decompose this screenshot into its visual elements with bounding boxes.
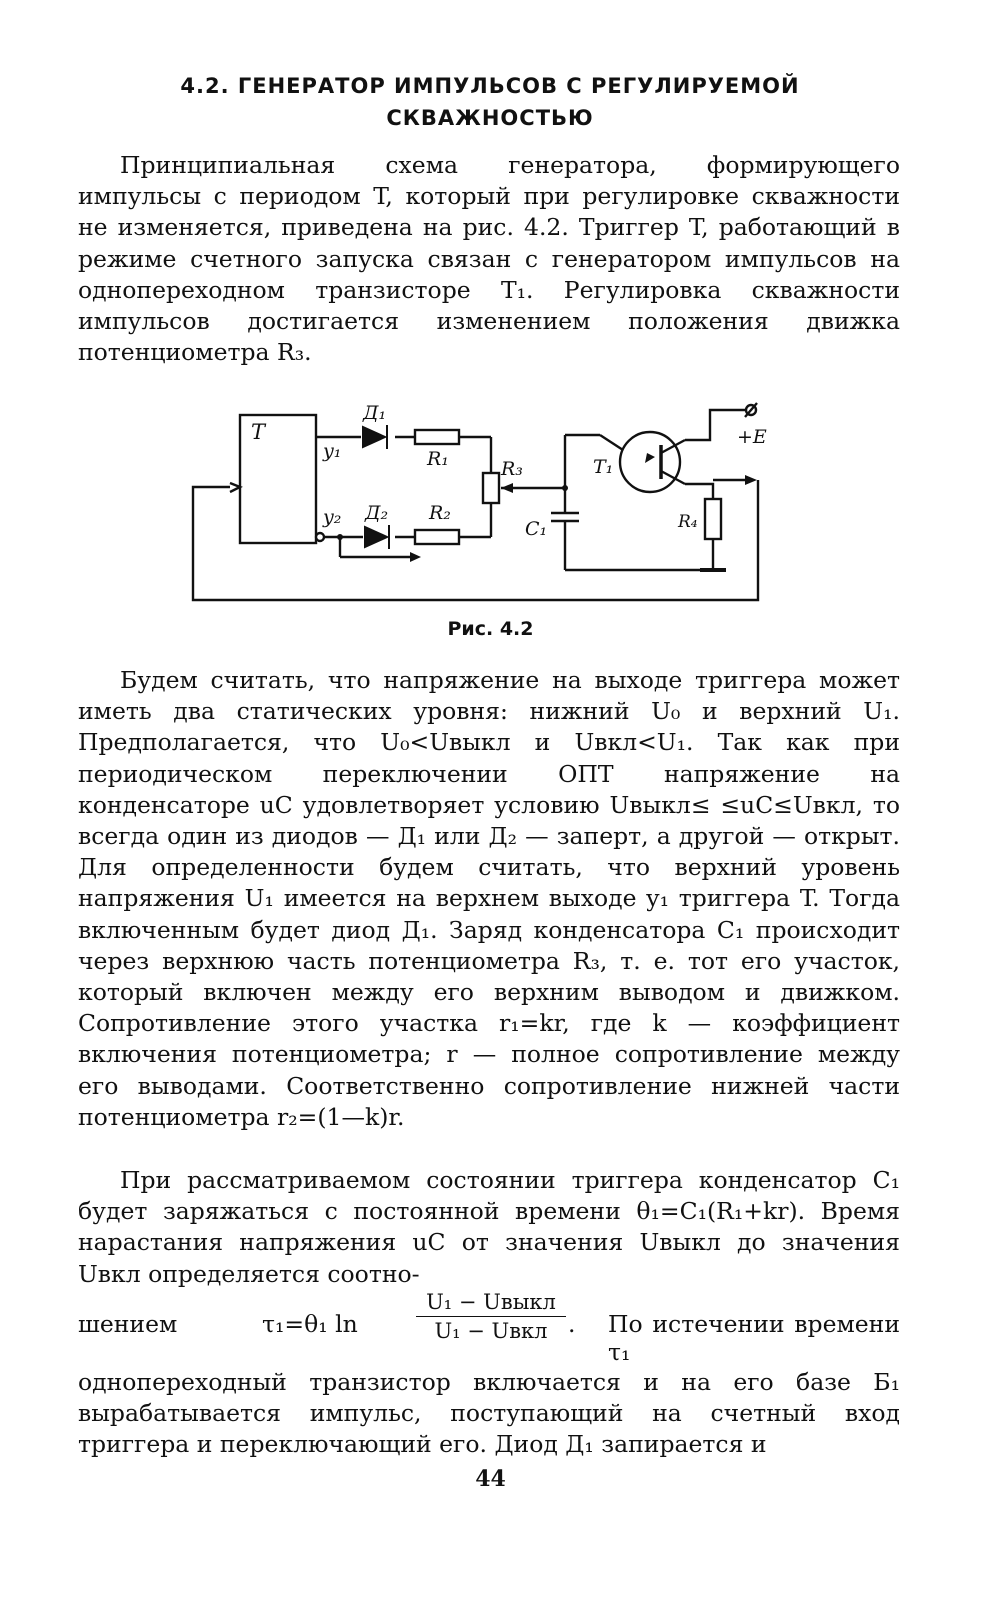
formula-line — [78, 1290, 900, 1366]
label-c1: C₁ — [525, 518, 548, 540]
section-heading — [60, 70, 920, 134]
label-y2: y₂ — [323, 506, 342, 528]
label-d2: Д₂ — [365, 502, 389, 524]
formula-lead-word: шением — [78, 1310, 178, 1338]
label-r2: R₂ — [429, 502, 451, 524]
label-r1: R₁ — [427, 448, 449, 470]
label-t1: T₁ — [593, 456, 614, 478]
label-supply: +E — [737, 426, 767, 448]
wiper-arrow — [501, 483, 513, 493]
label-r4: R₄ — [678, 512, 698, 532]
paragraph-intro: Принципиальная схема генератора, формирующего импульсы с периодом T, который при регулировке скважности не изменяется, приведена на рис. 4.2. Триггер T, работающий в режиме счетного запуска связан с генератором импульсов на однопереходном транзисторе T₁. Регулировка скважности импульсов достигается изменением положения движка потенциометра R₃. — [78, 151, 900, 367]
section-heading-line-2: СКВАЖНОСТЬЮ — [386, 106, 594, 130]
diode-d1 — [363, 425, 387, 449]
feedback-wire — [193, 480, 758, 600]
potentiometer-r3 — [483, 473, 499, 503]
resistor-r2 — [415, 530, 459, 544]
paragraph-analysis: Будем считать, что напряжение на выходе триггера может иметь два статических уровня: нижний U₀ и верхний U₁. Предполагается, что U₀<Uвыкл и Uвкл<U₁. Так как при периодическом переключении ОПТ напряжение на конденсаторе uC удовлетворяет условию Uвыкл≤ ≤uC≤Uвкл, то всегда один из диодов — Д₁ или Д₂ — заперт, а другой — открыт. Для определенности будем считать, что верхний уровень напряжения U₁ имеется на верхнем выходе y₁ триггера T. Тогда включенным будет диод Д₁. Заряд конденсатора C₁ происходит через верхнюю часть потенциометра R₃, т. е. тот его участок, который включен между его верхним выводом и движком. Сопротивление этого участка r₁=kr, где k — коэффициент включения потенциометра; r — полное сопротивление между его выводами. Соответственно сопротивление нижней части потенциометра r₂=(1—k)r. — [78, 666, 900, 1131]
transistor-t1 — [620, 432, 680, 492]
circuit-schematic — [185, 395, 785, 610]
formula-fraction — [416, 1290, 566, 1343]
formula-period: . — [568, 1310, 576, 1338]
paragraph-charging: При рассматриваемом состоянии триггера конденсатор C₁ будет заряжаться с постоянной времени θ₁=C₁(R₁+kr). Время нарастания напряжения uC от значения Uвыкл до значения Uвкл определяется соотно- — [78, 1166, 900, 1288]
resistor-r1 — [415, 430, 459, 444]
formula-tail-text: По истечении времени τ₁ — [608, 1310, 900, 1366]
page-number: 44 — [475, 1466, 506, 1492]
label-r3: R₃ — [501, 458, 523, 480]
paragraph-switching: однопереходный транзистор включается и на его базе Б₁ вырабатывается импульс, поступающий на счетный вход триггера и переключающий его. Диод Д₁ запирается и — [78, 1368, 900, 1459]
diode-d2 — [365, 525, 389, 549]
formula-denominator: U₁ − Uвкл — [434, 1319, 548, 1343]
label-y1: y₁ — [323, 440, 342, 462]
figure-caption: Рис. 4.2 — [447, 618, 534, 640]
label-d1: Д₁ — [363, 402, 387, 424]
circuit-diagram — [185, 395, 785, 610]
formula-lhs: τ₁=θ₁ ln — [262, 1310, 358, 1338]
formula-numerator: U₁ − Uвыкл — [416, 1290, 566, 1317]
label-trigger: T — [251, 420, 266, 444]
resistor-r4 — [705, 499, 721, 539]
section-heading-line-1: 4.2. ГЕНЕРАТОР ИМПУЛЬСОВ С РЕГУЛИРУЕМОЙ — [180, 74, 800, 98]
